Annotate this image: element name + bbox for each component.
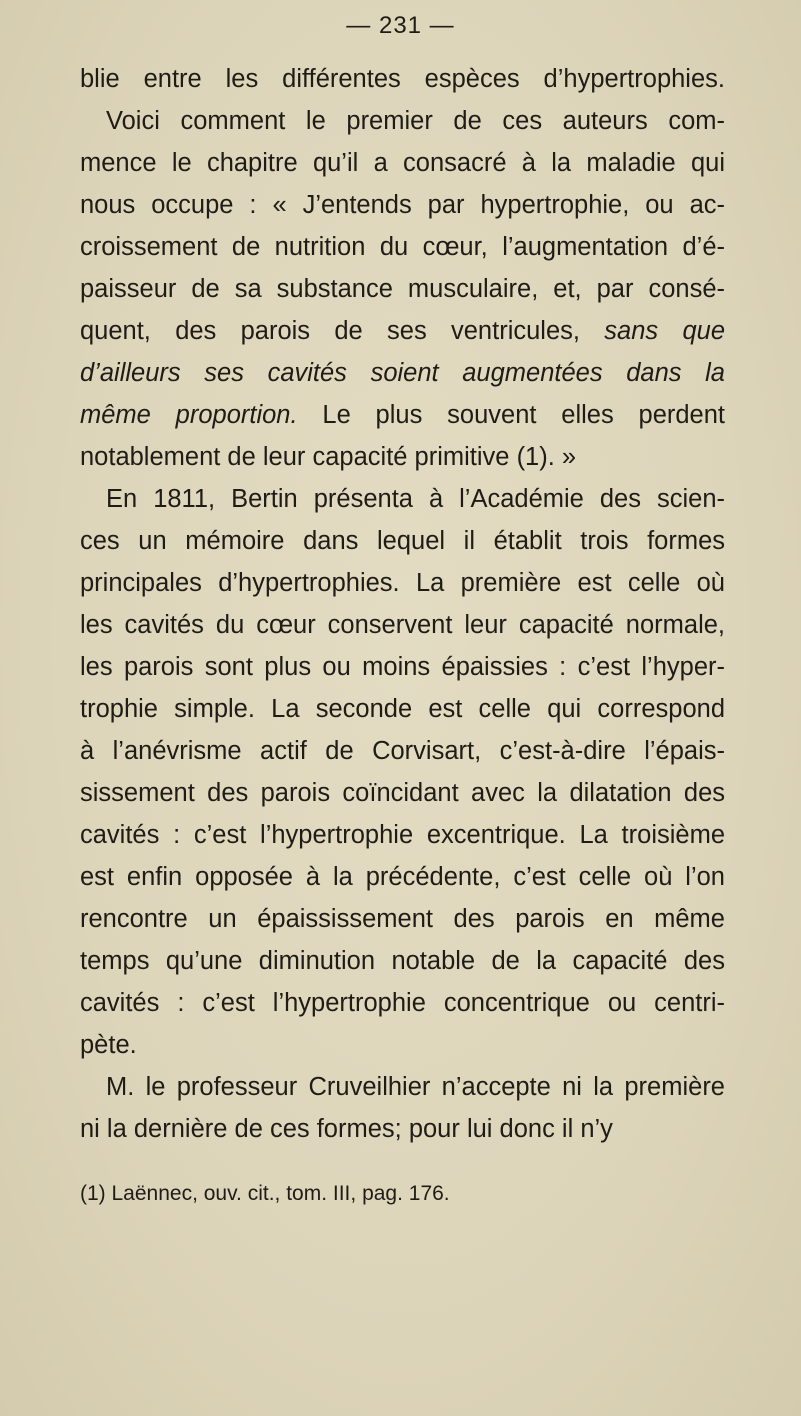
text-line: cavités : c’est l’hypertrophie concentrique ou centri- [80, 989, 725, 1017]
text-line: à l’anévrisme actif de Corvisart, c’est-à-dire l’épais- [80, 737, 725, 765]
footnote: (1) Laënnec, ouv. cit., tom. III, pag. 176. [80, 1182, 450, 1205]
text-line: les cavités du cœur conservent leur capacité normale, [80, 611, 725, 639]
page-number: — 231 — [346, 12, 455, 39]
italic-text: d’ailleurs ses cavités soient augmentées dans la [80, 359, 725, 387]
text-line: En 1811, Bertin présenta à l’Académie des scien- [106, 485, 725, 513]
text-line: même proportion. Le plus souvent elles perdent [80, 401, 726, 429]
text-line: ni la dernière de ces formes; pour lui donc il n’y [80, 1115, 613, 1143]
text-line: notablement de leur capacité primitive (1). » [80, 443, 577, 471]
text-line: Voici comment le premier de ces auteurs com- [106, 107, 725, 135]
text-line: M. le professeur Cruveilhier n’accepte ni la première [106, 1073, 725, 1101]
text-line: principales d’hypertrophies. La première est celle où [80, 569, 725, 597]
text-line: blie entre les différentes espèces d’hypertrophies. [80, 65, 725, 93]
text-line: quent, des parois de ses ventricules, sans que [80, 317, 726, 345]
text-line: trophie simple. La seconde est celle qui correspond [80, 695, 725, 723]
italic-text: même proportion. [80, 401, 298, 429]
body-text [80, 58, 725, 1150]
text-line: pète. [80, 1031, 137, 1059]
text-line: les parois sont plus ou moins épaissies : c’est l’hyper- [80, 653, 725, 681]
text-line [80, 352, 725, 394]
text-line: nous occupe : « J’entends par hypertrophie, ou ac- [80, 191, 725, 219]
text-line: temps qu’une diminution notable de la capacité des [80, 947, 725, 975]
text-line: rencontre un épaississement des parois en même [80, 905, 725, 933]
text-line: est enfin opposée à la précédente, c’est celle où l’on [80, 863, 725, 891]
text-line: cavités : c’est l’hypertrophie excentrique. La troisième [80, 821, 725, 849]
text-line: ces un mémoire dans lequel il établit trois formes [80, 527, 725, 555]
text-line: sissement des parois coïncidant avec la dilatation des [80, 779, 725, 807]
text-line: mence le chapitre qu’il a consacré à la maladie qui [80, 149, 725, 177]
text-line: paisseur de sa substance musculaire, et, par consé- [80, 275, 725, 303]
italic-text: sans que [604, 317, 726, 345]
text-line: croissement de nutrition du cœur, l’augmentation d’é- [80, 233, 725, 261]
